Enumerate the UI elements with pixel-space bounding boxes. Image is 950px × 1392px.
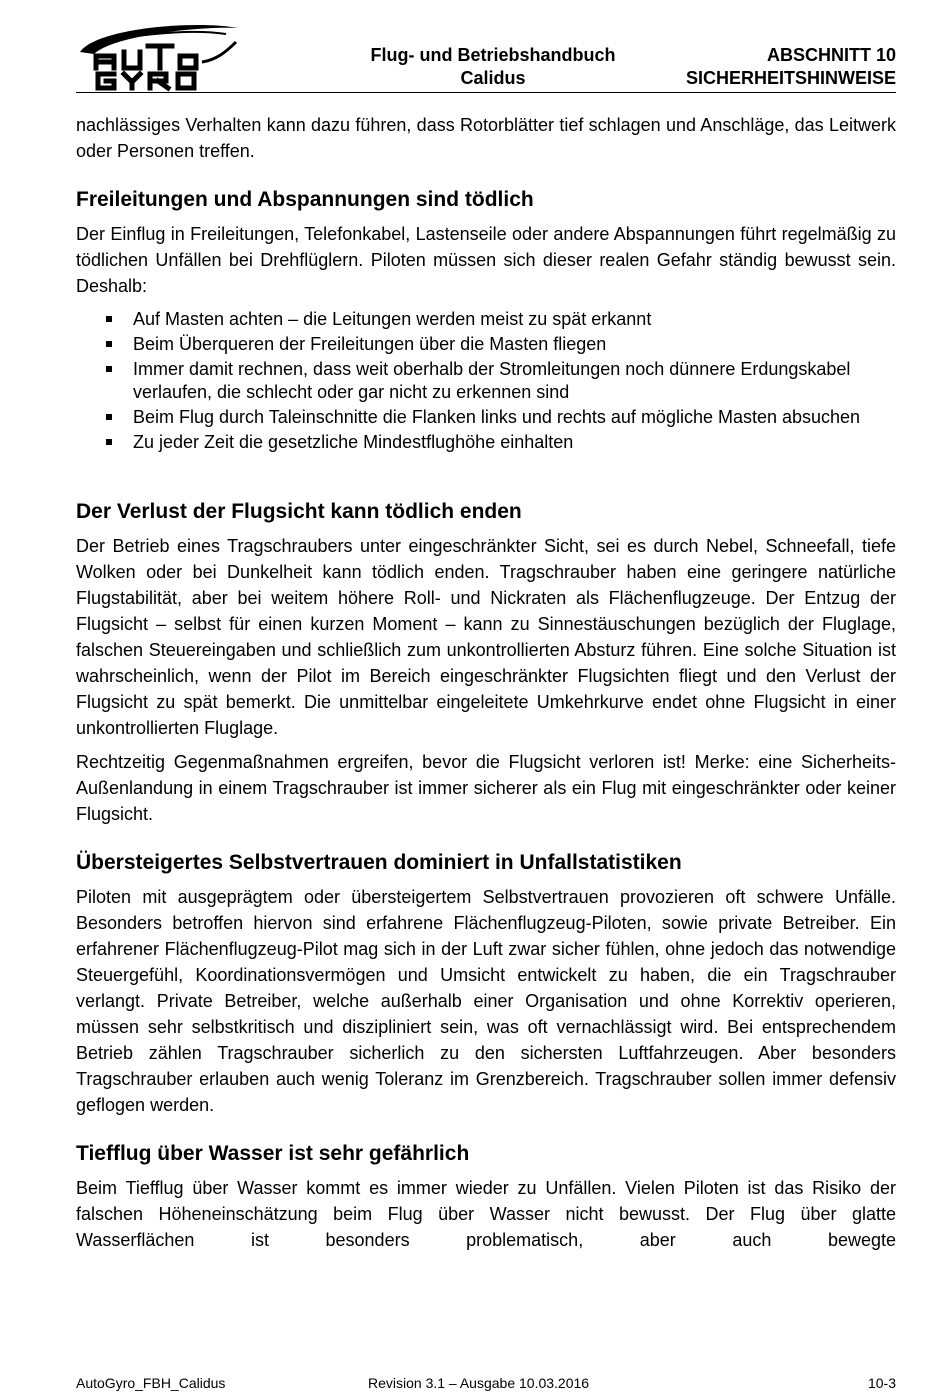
section-heading: Übersteigertes Selbstvertrauen dominiert in Unfallstatistiken (76, 851, 682, 874)
section-low-flight-water (76, 1140, 896, 1253)
header-model: Calidus (460, 68, 526, 88)
footer-document-id: AutoGyro_FBH_Calidus (76, 1375, 226, 1391)
list-item (76, 431, 896, 454)
section-heading: Der Verlust der Flugsicht kann tödlich enden (76, 500, 522, 523)
footer-revision: Revision 3.1 – Ausgabe 10.03.2016 (368, 1375, 590, 1391)
bullet-square-icon (106, 341, 112, 347)
header-section (686, 44, 896, 90)
section-paragraph: Der Einflug in Freileitungen, Telefonkabel, Lastenseile oder andere Abspannungen führt regelmäßig zu tödlichen Unfällen bei Drehflüglern. Piloten müssen sich dieser realen Gefahr ständig bewusst sein. Deshalb: (76, 224, 896, 296)
page-header (76, 22, 896, 92)
list-item-text: Beim Flug durch Taleinschnitte die Flanken links und rechts auf mögliche Masten absuchen (133, 407, 861, 427)
list-item-text: Immer damit rechnen, dass weit oberhalb der Stromleitungen noch dünnere Erdungskabel verlaufen, die schlecht oder gar nicht zu erkennen sind (133, 359, 851, 402)
section-paragraph: Piloten mit ausgeprägtem oder übersteigertem Selbstvertrauen provozieren oft schwere Unfälle. Besonders betroffen hiervon sind erfahrene Flächenflugzeug-Piloten, sowie private Betreiber. Ein erfahrener Flächenflugzeug-Pilot mag sich in der Luft zwar sicher fühlen, ohne jedoch das notwendige Steuergefühl, Koordinationsvermögen und Umsicht entwickelt zu haben, die ein Tragschrauber verlangt. Private Betreiber, welche außerhalb einer Organisation und ohne Korrektiv operieren, müssen sehr selbstkritisch und diszipliniert sein, was oft vernachlässigt wird. Bei entsprechendem Betrieb zählen Tragschrauber sicherlich zu den sichersten Luftfahrzeugen. Aber besonders Tragschrauber erlauben auch wenig Toleranz im Grenzbereich. Tragschrauber sollen immer defensiv geflogen werden. (76, 887, 896, 1115)
header-title (338, 44, 648, 90)
section-paragraph: Beim Tiefflug über Wasser kommt es immer wieder zu Unfällen. Vielen Piloten ist das Risiko der falschen Höheneinschätzung beim Flug über Wasser nicht bewusst. Der Flug über glatte Wasserflächen ist besonders problematisch, aber auch bewegte (76, 1178, 896, 1250)
bullet-list (76, 308, 896, 454)
footer-page-number: 10-3 (867, 1375, 896, 1391)
intro-paragraph: nachlässiges Verhalten kann dazu führen, dass Rotorblätter tief schlagen und Anschläge, das Leitwerk oder Personen treffen. (76, 115, 896, 161)
list-item-text: Zu jeder Zeit die gesetzliche Mindestflughöhe einhalten (133, 432, 574, 452)
header-section-title: SICHERHEITSHINWEISE (685, 68, 896, 88)
page-footer (76, 1374, 896, 1392)
section-heading: Freileitungen und Abspannungen sind tödlich (76, 188, 534, 211)
bullet-square-icon (106, 414, 112, 420)
header-section-number: ABSCHNITT 10 (766, 45, 896, 65)
page-content (76, 112, 896, 1253)
list-item (76, 308, 896, 331)
bullet-square-icon (106, 366, 112, 372)
header-manual-title: Flug- und Betriebshandbuch (370, 45, 616, 65)
list-item (76, 358, 896, 404)
list-item (76, 333, 896, 356)
list-item (76, 406, 896, 429)
autogyro-logo (76, 22, 242, 92)
bullet-square-icon (106, 316, 112, 322)
list-item-text: Beim Überqueren der Freileitungen über die Masten fliegen (133, 334, 607, 354)
list-item-text: Auf Masten achten – die Leitungen werden meist zu spät erkannt (133, 309, 652, 329)
section-paragraph: Der Betrieb eines Tragschraubers unter eingeschränkter Sicht, sei es durch Nebel, Schneefall, tiefe Wolken oder bei Dunkelheit kann tödlich enden. Tragschrauber haben eine geringere natürliche Flugstabilität, aber bei weitem höhere Roll- und Nickraten als Flächenflugzeuge. Der Entzug der Flugsicht – selbst für einen kurzen Moment – kann zu Sinnestäuschungen bezüglich der Fluglage, falschen Steuereingaben und schließlich zum unkontrollierten Absturz führen. Eine solche Situation ist wahrscheinlich, wenn der Pilot im Bereich eingeschränkter Flugsichten fliegt und den Verlust der Flugsicht zu spät bemerkt. Die unmittelbar eingeleitete Umkehrkurve endet ohne Flugsicht in einer unkontrollierten Fluglage. (76, 536, 896, 738)
bullet-square-icon (106, 439, 112, 445)
section-paragraph: Rechtzeitig Gegenmaßnahmen ergreifen, bevor die Flugsicht verloren ist! Merke: eine Sicherheits-Außenlandung in einem Tragschrauber ist immer sicherer als ein Flug mit eingeschränkter oder keiner Flugsicht. (76, 752, 896, 824)
section-overconfidence (76, 849, 896, 1118)
section-visibility-loss (76, 498, 896, 827)
section-heading: Tiefflug über Wasser ist sehr gefährlich (76, 1142, 470, 1165)
section-power-lines (76, 186, 896, 454)
header-rule (76, 92, 896, 93)
